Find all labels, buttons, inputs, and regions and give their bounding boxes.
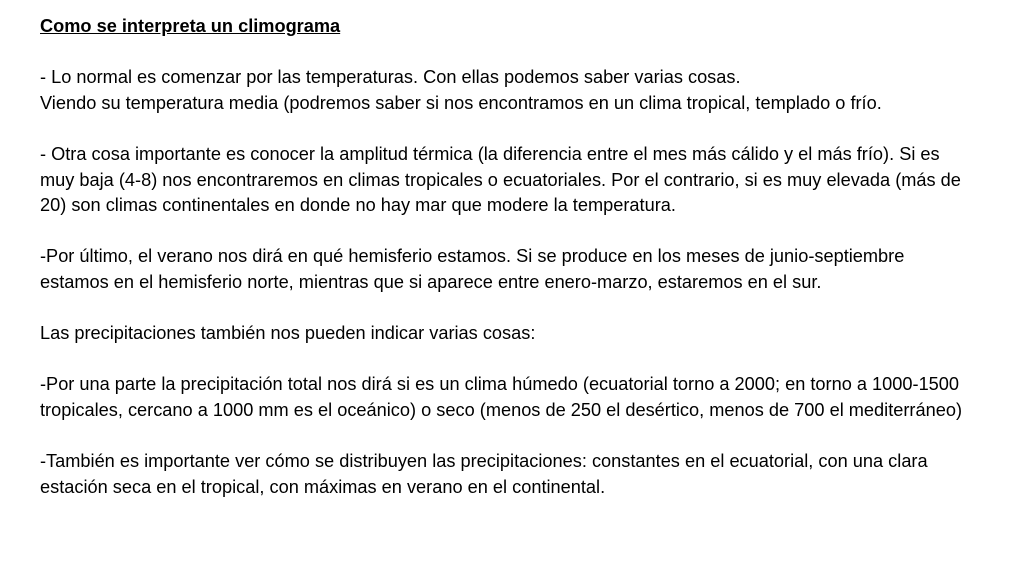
paragraph-precipitation-distribution: -También es importante ver cómo se distribuyen las precipitaciones: constantes en el ecuatorial, con una clara estación seca en el tropical, con máximas en verano en el continental.: [40, 451, 928, 497]
spacer: [40, 347, 965, 373]
paragraph-temperatures-intro: - Lo normal es comenzar por las temperaturas. Con ellas podemos saber varias cosas.: [40, 67, 741, 88]
paragraph-thermal-amplitude: - Otra cosa importante es conocer la amplitud térmica (la diferencia entre el mes más cálido y el más frío). Si es muy baja (4-8) nos encontraremos en climas tropicales o ecuatoriales. Por el contrario, si es muy elevada (más de 20) son climas continentales en donde no hay mar que modere la temperatura.: [40, 143, 961, 216]
spacer: [40, 116, 965, 142]
slide-content: [40, 14, 965, 500]
paragraph-total-precipitation: -Por una parte la precipitación total nos dirá si es un clima húmedo (ecuatorial torno a 2000; en torno a 1000-1500 tropicales, cercano a 1000 mm es el oceánico) o seco (menos de 250 el desértico, menos de 700 el mediterráneo): [40, 374, 963, 420]
spacer: [40, 40, 965, 66]
spacer: [40, 296, 965, 322]
slide-title: Como se interpreta un climograma: [40, 16, 341, 36]
spacer: [40, 424, 965, 450]
spacer: [40, 219, 965, 245]
paragraph-summer-hemisphere: -Por último, el verano nos dirá en qué hemisferio estamos. Si se produce en los meses de junio-septiembre estamos en el hemisferio norte, mientras que si aparece entre enero-marzo, estaremos en el sur.: [40, 246, 905, 292]
paragraph-temperature-mean: Viendo su temperatura media (podremos saber si nos encontramos en un clima tropical, templado o frío.: [40, 92, 882, 113]
paragraph-precipitation-intro: Las precipitaciones también nos pueden indicar varias cosas:: [40, 323, 536, 344]
